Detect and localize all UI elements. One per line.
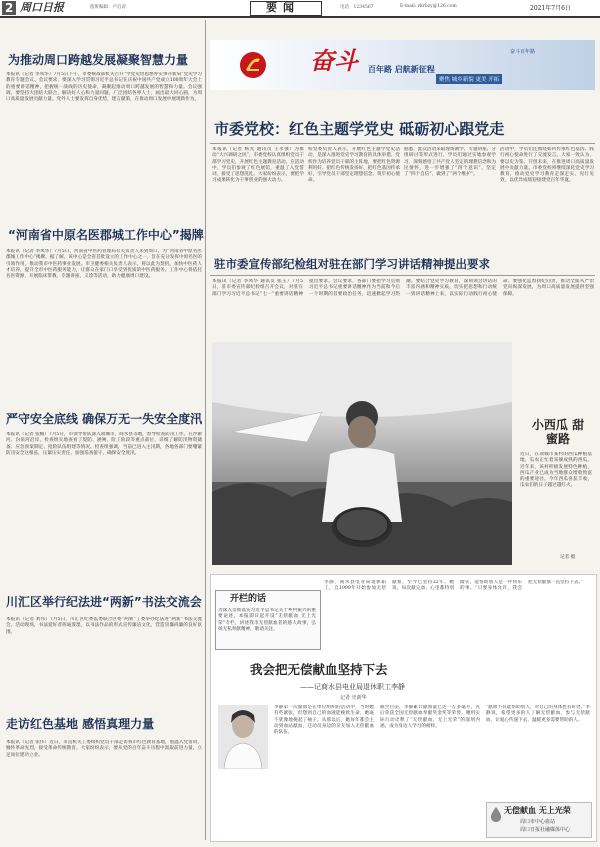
article1-title: 为推动周口跨越发展凝聚智慧力量 xyxy=(8,53,189,67)
column-body-col3: “献血不仅能帮助别人，对自己的身体也有好处。”李静说，希望更多的人了解无偿献血、参与无偿献血，让爱心传递下去，温暖更多需要帮助的人。 xyxy=(486,705,590,723)
greenhouse-scene xyxy=(212,342,512,565)
blood-drop-icon xyxy=(490,807,502,823)
paper-name: 周口日报 xyxy=(20,1,64,14)
hotline: 电话：1234567 xyxy=(340,5,374,10)
feature-body-col4: 活动中，学员们还围绕如何传承红色基因、践行初心使命进行了交流发言。大家一致认为，要以史为鉴、开创未来，在推进周口高质量发展中贡献力量。市委党校将继续深化党史学习教育，推动党史学习教育走深走实、见行见效，以优异成绩迎接建党百年华诞。 xyxy=(500,147,594,184)
column-footer-sub1: 周口市中心血站 xyxy=(520,819,556,825)
column-footer-sub2: 周口日报社融媒体中心 xyxy=(520,827,571,833)
mid-rule xyxy=(210,275,595,276)
column-body-col1: 李静第一次献血是在单位组织的活动中，当时她有些紧张，但想到自己的血液能挽救生命，她毫不犹豫地挽起了袖子。从那以后，她每年都会主动到血站献血，还动员身边的亲友加入无偿献血的队伍。 xyxy=(274,705,374,736)
column-body-col2: 截至目前，李静累计献血量已达一万多毫升，先后荣获全国无偿献血奉献奖金奖等荣誉。她用实际行动诠释了“无偿献血、无上光荣”的深刻内涵，成为身边人学习的榜样。 xyxy=(380,705,480,729)
masthead-rule xyxy=(0,16,600,18)
page-number: 2 xyxy=(5,1,14,15)
donor-portrait xyxy=(218,705,268,769)
feature-rule xyxy=(210,143,595,144)
feature-body-col2: 校党委负责人表示，开展红色主题学党史活动，是深入推进党史学习教育的具体举措。党校作为培养党员干部的主阵地，要把红色资源利用好、把红色传统发扬好、把红色基因传承好，引导党员干部坚定理想信念，筑牢初心使命。 xyxy=(308,147,400,184)
banner-tag: 奋斗 xyxy=(310,46,358,75)
article5-body: 本报讯（记者 张伟）近日，市直机关工委组织党员干部走访我市红色教育基地，重温入党誓词，缅怀革命先烈，接受革命传统教育。大家纷纷表示，要从党的百年奋斗历程中汲取前进力量，立足岗位建功立业。 xyxy=(6,740,202,758)
editor-line: 值班编辑：卢启涛 xyxy=(90,5,126,10)
article4-title: 川汇区举行纪法进“两新”书法交流会 xyxy=(6,595,202,609)
watermelon-photo xyxy=(212,342,512,565)
column-intro-text: 为深入贯彻落实习近平总书记关于乡村振兴的重要论述，本报即日起开设“无偿献血 无上光荣”专栏，讲述我市无偿献血者的感人故事，弘扬无私奉献精神，敬请关注。 xyxy=(218,608,316,632)
party-emblem-icon xyxy=(238,50,268,80)
article2-title: “河南省中原名医郡城工作中心”揭牌 xyxy=(8,228,204,242)
article5-title: 走访红色基地 感悟真理力量 xyxy=(6,717,155,731)
column-main-title: 我会把无偿献血坚持下去 xyxy=(250,662,388,677)
photo-story-caption: 近日，在项城市某村的西瓜种植基地，瓜农正忙着采摘成熟的西瓜。近年来，该村积极发展特色种植，西瓜产业已成为当地群众增收致富的重要途径。今年西瓜喜获丰收，瓜农们的日子越过越红火。 xyxy=(520,452,592,489)
feature-body-col3: 据悉，此次活动采取现场教学、专题讲座、分组研讨等形式进行，学员们通过实地参观学习，深刻感悟了共产党人坚定的理想信念和为民情怀，进一步增强了“四个意识”、坚定了“四个自信”、做到了“两个维护”。 xyxy=(404,147,496,178)
column-footer-title: 无偿献血 无上光荣 xyxy=(504,806,571,815)
mid-article-title: 驻市委宣传部纪检组对驻在部门学习讲话精神提出要求 xyxy=(214,257,490,271)
left-column-divider xyxy=(205,20,206,840)
centennial-banner xyxy=(210,40,595,90)
article2-body: 本报讯（记者 李凤华）7月5日，河南省中医药管理局有关负责人来到周口，为“河南省中原名医郡城工作中心”揭牌。据了解，该中心是全省首批设立的工作中心之一，旨在充分发挥中原名医的引领作用，推动我市中医药事业发展。市卫健委相关负责人表示，将以此为契机，加快中医药人才培养，提升全市中医药服务能力，让群众在家门口享受到优质的中医药服务。工作中心将依托名医资源，开展临床带教、专题讲座、义诊等活动，助力健康周口建设。 xyxy=(6,249,202,280)
article3-body: 本报讯（记者 张楠）7月5日，市领导带队深入项城市、商水县等地，督导检查防汛工作。在沙颍河、汾泉河沿岸，检查组实地查看了堤防、涵闸、险工险段等重点部位，详细了解防汛物资储备、应急预案制定、抢险队伍组建等情况。检查组强调，当前已进入主汛期，各地各部门要绷紧防汛安全这根弦，压紧压实责任，加强巡查值守，确保安全度汛。 xyxy=(6,432,202,456)
column-intro-tag: 开栏的话 xyxy=(230,594,267,604)
feature-title: 市委党校：红色主题学党史 砥砺初心跟党走 xyxy=(214,120,505,138)
section-title: 要闻 xyxy=(266,1,300,14)
banner-subtitle: 聚焦 城乡新貌 更美 开拓 xyxy=(436,74,502,84)
email: E-mail: zkrbzy@126.com xyxy=(400,4,457,9)
column-byline: 记者 史新华 xyxy=(340,695,367,701)
date: 2021年7月6日 xyxy=(530,5,571,12)
photo-story-title: 小西瓜 甜蜜路 xyxy=(531,418,585,446)
column-lead-text: 李静，商水县电业局退休职工，自1999年开始参加无偿献血，至今已坚持22年。她说，每次献完血，心里都特别踏实，能帮助别人是一件快乐的事。“只要身体允许，我会把无偿献血一直坚持下去。” xyxy=(324,580,584,592)
column-subtitle: ——记商水县电业局退休职工李静 xyxy=(300,683,405,691)
article3-title: 严守安全底线 确保万无一失安全度汛 xyxy=(6,412,202,426)
mid-article-body: 本报讯（记者 李凤华 通讯员 张玉）7月5日，驻市委宣传部纪检组召开会议，对驻在部门学习习近平总书记“七一”重要讲话精神提出要求。会议要求，各部门要把学习贯彻习近平总书记重要讲话精神作为当前和今后一个时期的首要政治任务，迅速掀起学习热潮。要结合党史学习教育，深刻领会讲话的丰富内涵和精神实质，切实把思想和行动统一到讲话精神上来，以实际行动践行初心使命。要强化监督执纪问责，推动全面从严治党向纵深发展，为周口高质量发展提供坚强保障。 xyxy=(212,279,594,297)
article1-body: 本报讯（记者 李凤华）7月5日下午，市委统战部机关召开“学党史悟思想办实事开新局”党史学习教育专题会议。会议要求，要深入学习贯彻习近平总书记在庆祝中国共产党成立100周年大会上的重要讲话精神，把握统一战线的历史使命，凝聚起推动周口跨越发展的智慧和力量。会议强调，要坚持大团结大联合，解决好人心和力量问题，广泛团结各界人士，画出最大同心圆，为周口高质量发展贡献力量。党外人士要发挥自身优势，建言献策，在推动周口发展中展现新作为。 xyxy=(6,72,202,103)
banner-tag-secondary: 奋斗百年路 xyxy=(510,49,536,55)
masthead xyxy=(0,0,600,16)
feature-body-col1: 本报讯（记者 杨光 通讯员 王永强）为推动“大兴调研之风”，市委党校认真组织党员干部学习党史，开展红色主题教育活动。在活动中，学员们参观了红色展馆，重温了入党誓词，接受了思想洗礼。大家纷纷表示，要把学习成果转化为干事创业的强大动力。 xyxy=(212,147,304,184)
article4-body: 本报讯（记者 刘伟）7月5日，川汇区纪委监委联合区委“两新”工委举办纪法进“两新”书法交流会。活动现场，书法爱好者挥毫泼墨，以书法作品的形式宣传廉洁文化，营造崇廉尚廉的良好氛围。 xyxy=(6,617,202,635)
photo-story-credit: 记者 摄 xyxy=(560,555,576,560)
banner-slogan: 百年路 启航新征程 xyxy=(368,65,435,74)
